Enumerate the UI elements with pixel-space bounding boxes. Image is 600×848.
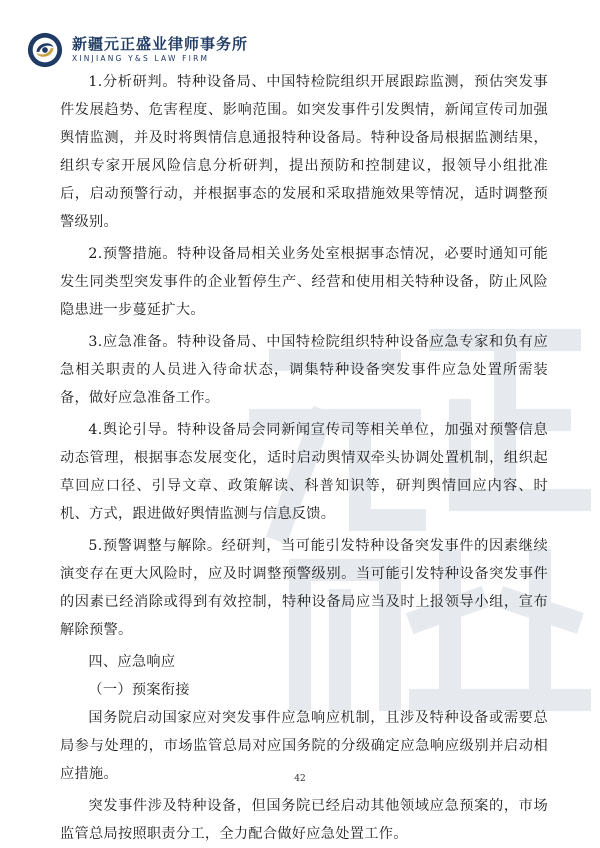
brand-name-en: XINJIANG Y&S LAW FIRM [72, 54, 210, 63]
brand-name-cn: 新疆元正盛业律师事务所 [72, 35, 249, 53]
section-heading: 四、应急响应 [88, 654, 176, 670]
paragraph-emergency-prep: 3.应急准备。特种设备局、中国特检院组织特种设备应急专家和负有应急相关职责的人员进入待命状态，调集特种设备突发事件应急处置所需装备，做好应急准备工作。 [60, 334, 548, 406]
paragraph-public-opinion: 4.舆论引导。特种设备局会同新闻宣传司等相关单位，加强对预警信息动态管理，根据事态发展变化，适时启动舆情双牵头协调处置机制，组织起草回应口径、引导文章、政策解读、科普知识等，研判舆情回应内容、时机、方式，跟进做好舆情监测与信息反馈。 [60, 422, 548, 522]
paragraph-analysis: 1.分析研判。特种设备局、中国特检院组织开展跟踪监测，预估突发事件发展趋势、危害程度、影响范围。如突发事件引发舆情，新闻宣传司加强舆情监测，并及时将舆情信息通报特种设备局。特种设备局根据监测结果，组织专家开展风险信息分析研判，提出预防和控制建议，报领导小组批准后，启动预警行动，并根据事态的发展和采取措施效果等情况，适时调整预警级别。 [60, 74, 548, 230]
letterhead [26, 30, 248, 70]
paragraph-plan-linkage: 国务院启动国家应对突发事件应急响应机制，且涉及特种设备或需要总局参与处理的，市场监管总局对应国务院的分级确定应急响应级别并启动相应措施。 [60, 710, 548, 782]
page-number: 42 [294, 774, 306, 784]
paragraph-cooperation: 突发事件涉及特种设备，但国务院已经启动其他领域应急预案的，市场监管总局按照职责分工，全力配合做好应急处置工作。 [60, 798, 548, 842]
paragraph-warning-adjust: 5.预警调整与解除。经研判，当可能引发特种设备突发事件的因素继续演变存在更大风险时，应及时调整预警级别。当可能引发特种设备突发事件的因素已经消除或得到有效控制，特种设备局应当及时上报领导小组，宣布解除预警。 [60, 538, 548, 638]
brand-block [72, 36, 248, 64]
document-body [60, 68, 548, 848]
firm-logo-icon [26, 31, 64, 69]
subsection-heading: （一）预案衔接 [88, 682, 190, 698]
paragraph-warning-measures: 2.预警措施。特种设备局相关业务处室根据事态情况，必要时通知可能发生同类型突发事件的企业暂停生产、经营和使用相关特种设备，防止风险隐患进一步蔓延扩大。 [60, 246, 548, 318]
